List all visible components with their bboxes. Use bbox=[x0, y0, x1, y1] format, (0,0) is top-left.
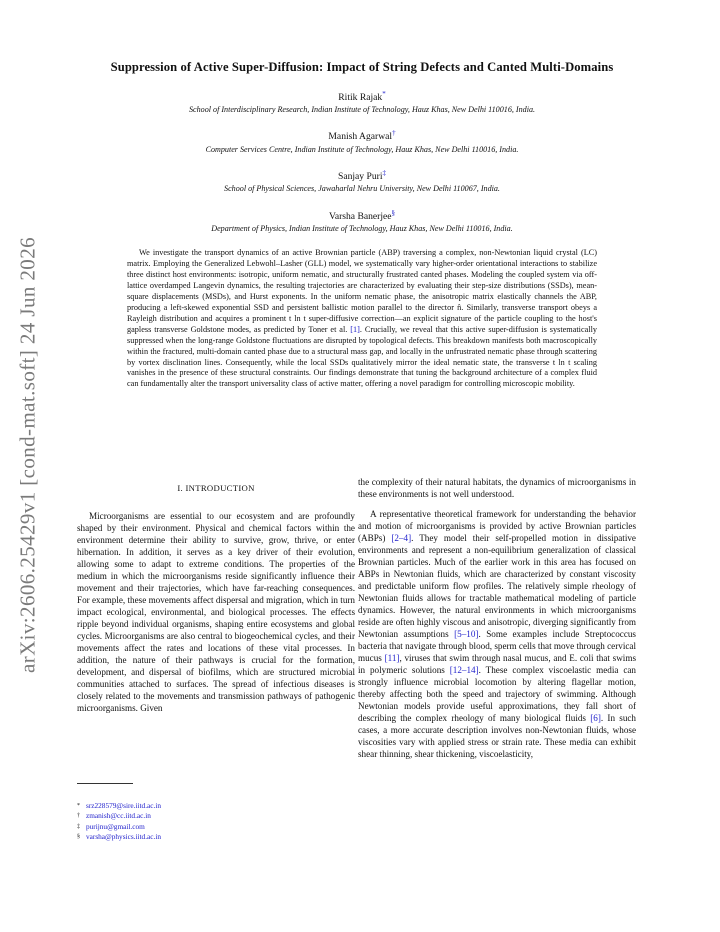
citation-link[interactable]: [12–14] bbox=[449, 665, 479, 676]
abstract-text-1: We investigate the transport dynamics of an active Brownian particle (ABP) traversing a complex, non-Newtonian liquid crystal (LC) matrix. Employing the Generalized Lebwohl–Lasher (GLL) model, we systematically vary higher-order orientational interactions to stabilize three distinct host environments: isotropic, uniform nematic, and structurally frustrated canted phases. Modeling the coupled system via off-lattice overdamped Langevin dynamics, the resulting trajectories are characterized by evaluating their step-size distributions (SSDs), mean-square displacements (MSDs), and Hurst exponents. In the uniform nematic phase, the anisotropic matrix elastically channels the ABP, producing a left-skewed exponential SSD and persistent ballistic motion parallel to the director n̂. Similarly, transverse transport obeys a Rayleigh distribution and acquires a prominent t ln t super-diffusive correction—an explicit signature of the particle coupling to the host's gapless transverse Goldstone modes, as predicted by Toner et al. bbox=[127, 248, 597, 334]
left-column bbox=[77, 476, 355, 714]
citation-link[interactable]: [2–4] bbox=[391, 533, 412, 544]
footnote-item bbox=[77, 811, 377, 821]
intro-paragraph-2 bbox=[358, 508, 636, 760]
citation-link[interactable]: [6] bbox=[590, 713, 601, 724]
paragraph-text: . They model their self-propelled motion in dissipative environments and represent a non-equilibrium generalization of classical Brownian particles. Much of the earlier work in this area has focused on ABPs in Newtonian fluids, which are characterized by constant viscosity and predictable uniform flow profiles. The relatively simple rheology of Newtonian fluids allows for tractable mathematical modeling of particle dynamics. However, the natural environments in which microorganisms reside are often highly viscous and anisotropic, diverging significantly from Newtonian assumptions bbox=[358, 533, 636, 640]
citation-link[interactable]: [1] bbox=[350, 324, 360, 334]
author-footnote-mark[interactable]: ‡ bbox=[382, 168, 386, 177]
affiliation-2: Computer Services Centre, Indian Institute of Technology, Hauz Khas, New Delhi 110016, India. bbox=[205, 145, 519, 154]
author-name: Manish Agarwal bbox=[328, 131, 393, 142]
author-footnote-mark[interactable]: * bbox=[382, 89, 386, 98]
footnote-email-link[interactable]: varsha@physics.iitd.ac.in bbox=[86, 831, 162, 841]
affiliation-4: Department of Physics, Indian Institute of Technology, Hauz Khas, New Delhi 110016, India. bbox=[211, 224, 513, 233]
intro-paragraph-1: Microorganisms are essential to our ecosystem and are profoundly shaped by their environment. Physical and chemical factors within the environment determine their ability to survive, grow, thrive, or enter hibernation. In addition, it serves as a key driver of their evolution, allowing some to adapt to extreme conditions. The properties of the medium in which the microorganisms reside significantly influence their movement and their trajectories, which have far-reaching consequences. For example, these movements affect dispersal and migration, which in turn impact ecological, environmental, and biological processes. The effects ripple beyond individual organisms, shaping entire ecosystems and global cycles. Microorganisms are also central to biogeochemical cycles, and their movements affect the rates and locations of these vital processes. In addition, the nature of their pathways is crucial for the formation, development, and dispersal of biofilms, which are structured microbial communities attached to surfaces. The spread of infectious diseases is closely related to the movements and transmission pathways of pathogenic microorganisms. Given bbox=[77, 511, 355, 714]
abstract-text-2: . Crucially, we reveal that this active super-diffusion is systematically suppressed when the long-range Goldstone fluctuations are disrupted by topological defects. This breakdown manifests both macroscopically within the fractured, multi-domain canted phase due to a structural mass gap, and locally in the unfrustrated nematic phase through scattering by vortex disclination lines. Consequently, while the local SSDs qualitatively mirror the ideal nematic state, the transverse t ln t scaling vanishes in the presence of these structural constraints. Our findings demonstrate that tuning the background architecture of a complex fluid can fundamentally alter the transport universality class of active matter, offering a novel paradigm for controlling microscopic mobility. bbox=[127, 324, 597, 389]
footnote-item bbox=[77, 801, 377, 811]
author-3 bbox=[56, 168, 668, 182]
paragraph-text: . In such cases, a more accurate description involves non-Newtonian fluids, whose viscosities vary with applied stress or strain rate. These media can exhibit shear thinning, shear thickening, viscoelasticity, bbox=[358, 713, 636, 760]
footnote-item bbox=[77, 832, 377, 842]
footnote-email-link[interactable]: purijnu@gmail.com bbox=[86, 821, 145, 831]
arxiv-sidebar-stamp bbox=[6, 195, 50, 715]
author-footnote-mark[interactable]: § bbox=[391, 208, 396, 217]
footnote-email-link[interactable]: srz228579@sire.iitd.ac.in bbox=[86, 801, 162, 810]
footnotes bbox=[77, 801, 377, 842]
paragraph-text: , viruses that swim through nasal mucus, and E. coli that swims in polymeric solutions bbox=[358, 653, 636, 676]
footnote-divider bbox=[77, 783, 133, 784]
paragraph-text: A representative theoretical framework for understanding the behavior and motion of microorganisms is provided by active Brownian particles (ABPs) bbox=[358, 509, 636, 544]
author-4 bbox=[56, 208, 668, 222]
footnote-mark: ‡ bbox=[77, 823, 80, 830]
intro-paragraph-continued: the complexity of their natural habitats, the dynamics of microorganisms in these environments is not well understood. bbox=[358, 477, 636, 500]
affiliation-3: School of Physical Sciences, Jawaharlal Nehru University, New Delhi 110067, India. bbox=[224, 184, 500, 193]
author-name: Ritik Rajak bbox=[338, 92, 383, 103]
footnote-email-link[interactable]: zmanish@cc.iitd.ac.in bbox=[86, 811, 151, 821]
author-1 bbox=[56, 89, 668, 103]
footnote-mark: † bbox=[77, 813, 80, 820]
author-footnote-mark[interactable]: † bbox=[392, 128, 396, 137]
citation-link[interactable]: [5–10] bbox=[454, 629, 479, 640]
footnote-mark: § bbox=[77, 833, 80, 840]
footnote-mark: * bbox=[77, 803, 80, 809]
section-heading: I. INTRODUCTION bbox=[177, 483, 255, 493]
abstract bbox=[127, 248, 597, 390]
paragraph-text: . Some examples include Streptococcus bacteria that navigate through blood, sperm cells that move through cervical mucus bbox=[358, 629, 636, 664]
author-2 bbox=[56, 128, 668, 142]
author-name: Sanjay Puri bbox=[337, 171, 383, 182]
citation-link[interactable]: [11] bbox=[384, 653, 400, 664]
right-column bbox=[358, 476, 636, 760]
affiliation-1: School of Interdisciplinary Research, Indian Institute of Technology, Hauz Khas, New Delhi 110016, India. bbox=[188, 105, 536, 114]
paragraph-text: . These complex viscoelastic media can strongly influence microbial locomotion by altering flagellar motion, thereby affecting both the speed and trajectory of swimming. Although Newtonian models provide useful approximations, they fall short of describing the complex rheology of many biological fluids bbox=[358, 665, 636, 724]
author-name: Varsha Banerjee bbox=[328, 211, 392, 222]
footnote-item bbox=[77, 822, 377, 832]
arxiv-identifier: arXiv:2606.25429v1 [cond-mat.soft] 24 Jun 2026 bbox=[15, 236, 40, 674]
paper-title: Suppression of Active Super-Diffusion: Impact of String Defects and Canted Multi-Domains bbox=[110, 60, 614, 74]
